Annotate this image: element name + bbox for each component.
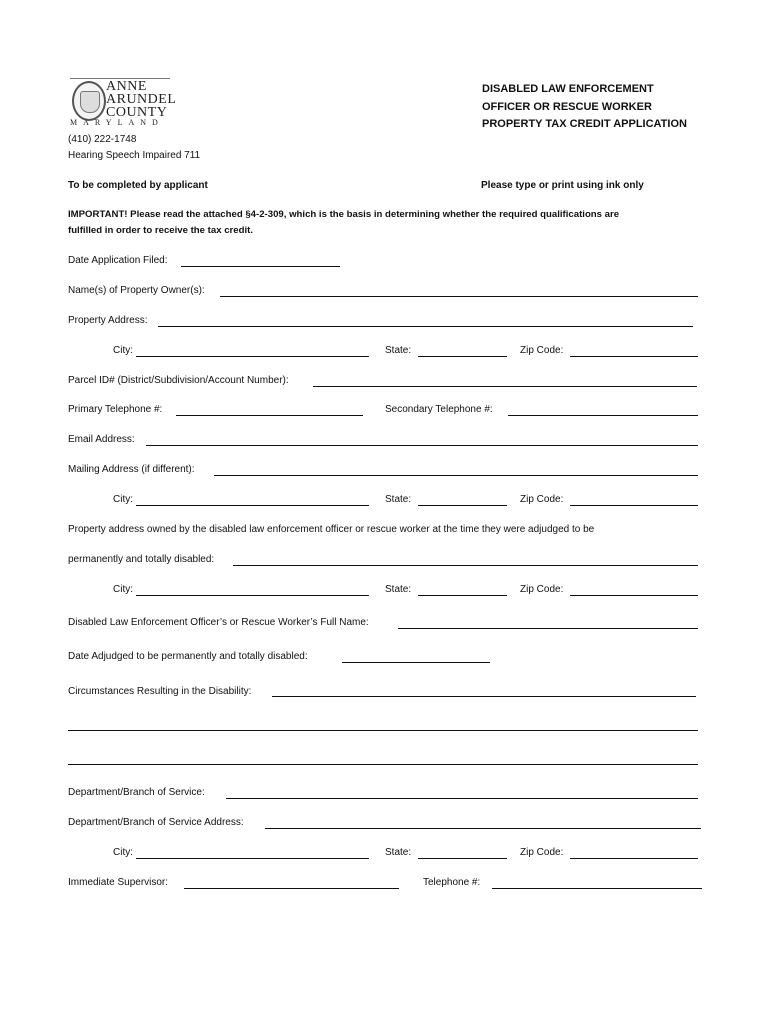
phone-number: (410) 222-1748 [68,134,137,145]
property-city-label: City: [113,345,133,356]
department-state-label: State: [385,847,412,858]
supervisor-telephone-field[interactable] [492,888,702,889]
owners-field[interactable] [220,296,698,297]
important-notice-line2: fulfilled in order to receive the tax credit. [68,225,253,236]
logo-word-anne: ANNE [106,79,147,94]
department-address-label: Department/Branch of Service Address: [68,817,244,828]
property-city-field[interactable] [136,356,369,357]
date-adjudged-label: Date Adjudged to be permanently and totally disabled: [68,651,308,662]
mailing-address-label: Mailing Address (if different): [68,464,195,475]
owned-address-field[interactable] [233,565,698,566]
mailing-city-field[interactable] [136,505,369,506]
property-zip-label: Zip Code: [520,345,564,356]
mailing-state-label: State: [385,494,412,505]
owned-city-label: City: [113,584,133,595]
primary-phone-label: Primary Telephone #: [68,404,163,415]
form-title-line2: OFFICER OR RESCUE WORKER [482,101,652,113]
county-seal-icon [72,81,106,121]
circumstances-label: Circumstances Resulting in the Disability: [68,686,252,697]
owned-city-field[interactable] [136,595,369,596]
logo-word-county: COUNTY [106,105,168,120]
date-filed-field[interactable] [181,266,340,267]
owned-zip-label: Zip Code: [520,584,564,595]
parcel-label: Parcel ID# (District/Subdivision/Account Number): [68,375,289,386]
property-address-field[interactable] [158,326,693,327]
mailing-state-field[interactable] [418,505,507,506]
full-name-field[interactable] [398,628,698,629]
department-city-label: City: [113,847,133,858]
department-zip-field[interactable] [570,858,698,859]
circumstances-field-line2[interactable] [68,730,698,731]
department-address-field[interactable] [265,828,701,829]
full-name-label: Disabled Law Enforcement Officer’s or Rescue Worker’s Full Name: [68,617,369,628]
applicant-instruction: To be completed by applicant [68,180,208,191]
hearing-impaired-number: Hearing Speech Impaired 711 [68,150,201,161]
department-state-field[interactable] [418,858,507,859]
owned-address-label-line2: permanently and totally disabled: [68,554,215,565]
mailing-city-label: City: [113,494,133,505]
property-zip-field[interactable] [570,356,698,357]
owners-label: Name(s) of Property Owner(s): [68,285,205,296]
circumstances-field-line3[interactable] [68,764,698,765]
mailing-address-field[interactable] [214,475,698,476]
form-title-line1: DISABLED LAW ENFORCEMENT [482,83,654,95]
department-city-field[interactable] [136,858,369,859]
mailing-zip-label: Zip Code: [520,494,564,505]
property-address-label: Property Address: [68,315,148,326]
email-field[interactable] [146,445,698,446]
email-label: Email Address: [68,434,135,445]
property-state-label: State: [385,345,412,356]
department-field[interactable] [226,798,698,799]
owned-address-label-line1: Property address owned by the disabled law enforcement officer or rescue worker at the time they were adjudged to be [68,524,595,535]
supervisor-field[interactable] [184,888,399,889]
department-zip-label: Zip Code: [520,847,564,858]
secondary-phone-label: Secondary Telephone #: [385,404,493,415]
logo-word-maryland: MARYLAND [70,118,164,127]
owned-state-field[interactable] [418,595,507,596]
supervisor-label: Immediate Supervisor: [68,877,169,888]
important-notice-line1: IMPORTANT! Please read the attached §4-2-309, which is the basis in determining whether the required qualifications are [68,209,620,220]
ink-instruction: Please type or print using ink only [481,180,644,191]
circumstances-field-line1[interactable] [272,696,696,697]
primary-phone-field[interactable] [176,415,363,416]
supervisor-telephone-label: Telephone #: [423,877,481,888]
parcel-field[interactable] [313,386,697,387]
property-state-field[interactable] [418,356,507,357]
mailing-zip-field[interactable] [570,505,698,506]
owned-state-label: State: [385,584,412,595]
form-title-line3: PROPERTY TAX CREDIT APPLICATION [482,118,687,130]
date-adjudged-field[interactable] [342,662,490,663]
department-label: Department/Branch of Service: [68,787,205,798]
secondary-phone-field[interactable] [508,415,698,416]
date-filed-label: Date Application Filed: [68,255,168,266]
owned-zip-field[interactable] [570,595,698,596]
logo-word-arundel: ARUNDEL [106,92,177,107]
